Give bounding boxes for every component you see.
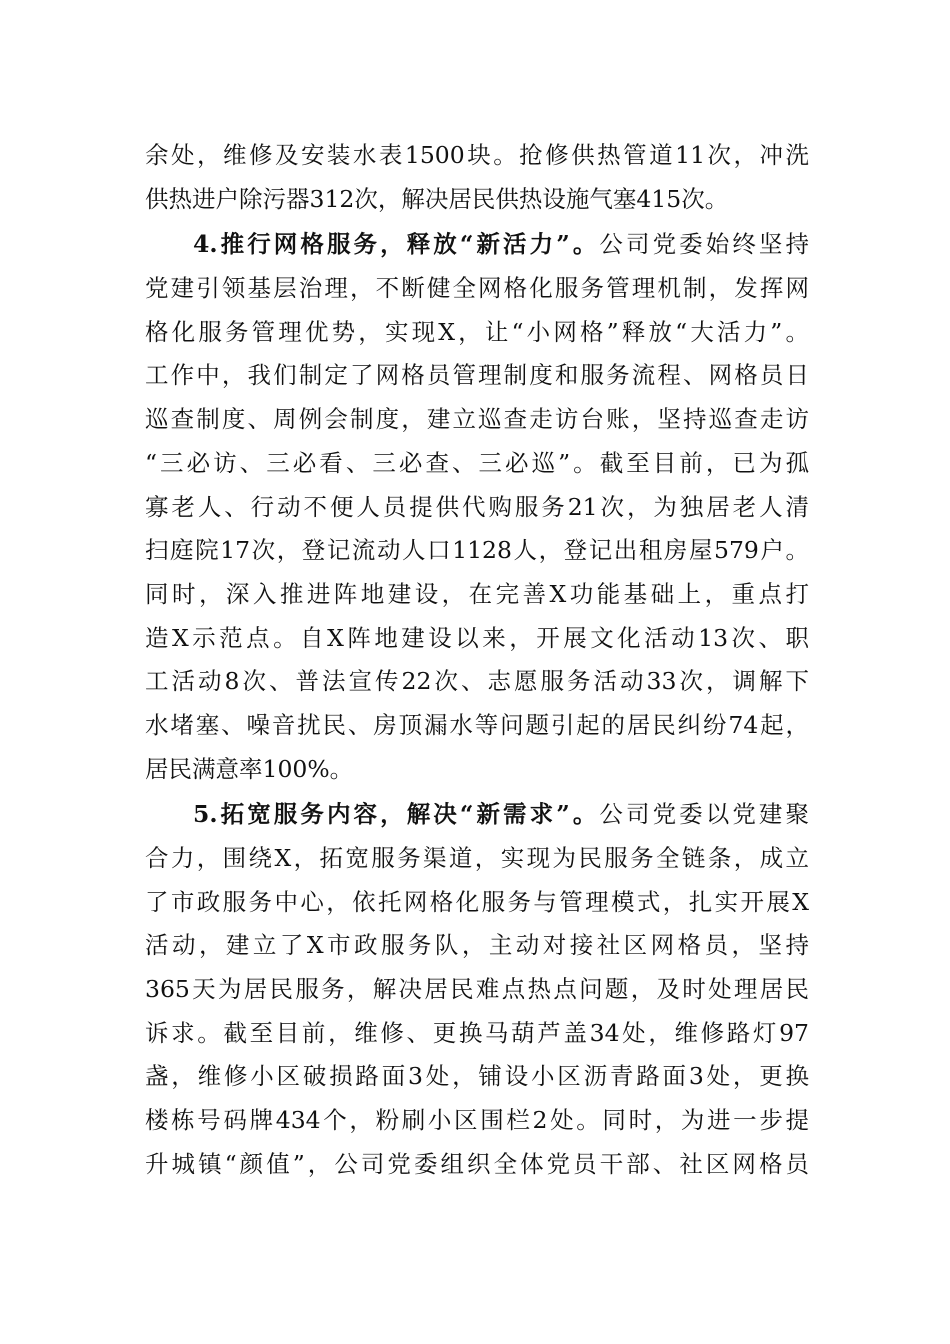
text-line: 升城镇“颜值”，公司党委组织全体党员干部、社区网格员 [145, 1149, 809, 1178]
text-line: 党建引领基层治理，不断健全网格化服务管理机制，发挥网 [145, 274, 809, 303]
paragraph-continuation [145, 134, 809, 221]
text-line: 寡老人、行动不便人员提供代购服务21次，为独居老人清 [145, 492, 809, 521]
paragraph-service-content [145, 793, 809, 1186]
text-line: 余处，维修及安装水表1500块。抢修供热管道11次，冲洗 [145, 141, 809, 169]
text-line: 工活动8次、普法宣传22次、志愿服务活动33次，调解下 [145, 667, 809, 696]
text-line: 盏，维修小区破损路面3处，铺设小区沥青路面3处，更换 [145, 1062, 809, 1091]
text-line: 工作中，我们制定了网格员管理制度和服务流程、网格员日 [145, 361, 809, 390]
text-run: 公司党委以党建聚 [599, 800, 809, 829]
text-line: 造X示范点。自X阵地建设以来，开展文化活动13次、职 [145, 623, 809, 652]
text-line: 诉求。截至目前，维修、更换马葫芦盖34处，维修路灯97 [145, 1018, 809, 1047]
text-line: 巡查制度、周例会制度，建立巡查走访台账，坚持巡查走访 [145, 405, 809, 434]
text-line: 楼栋号码牌434个，粉刷小区围栏2处。同时，为进一步提 [145, 1106, 809, 1135]
text-line: 格化服务管理优势，实现X，让“小网格”释放“大活力”。 [145, 317, 809, 346]
text-line: “三必访、三必看、三必查、三必巡”。截至目前，已为孤 [145, 448, 809, 477]
text-line [145, 793, 809, 837]
text-line: 合力，围绕X，拓宽服务渠道，实现为民服务全链条，成立 [145, 844, 809, 872]
section-heading: 4.推行网格服务，释放“新活力”。 [193, 230, 600, 259]
text-line: 供热进户除污器312次，解决居民供热设施气塞415次。 [145, 184, 729, 213]
text-line: 扫庭院17次，登记流动人口1128人，登记出租房屋579户。 [145, 536, 809, 565]
text-line: 居民满意率100%。 [145, 754, 354, 783]
section-heading: 5.拓宽服务内容，解决“新需求”。 [193, 800, 600, 829]
text-line: 了市政服务中心，依托网格化服务与管理模式，扎实开展X [145, 887, 809, 916]
text-run: 公司党委始终坚持 [599, 230, 809, 259]
text-line: 水堵塞、噪音扰民、房顶漏水等问题引起的居民纠纷74起， [145, 710, 809, 739]
text-line [145, 223, 809, 267]
text-line: 365天为居民服务，解决居民难点热点问题，及时处理居民 [145, 975, 809, 1004]
document-page [145, 134, 809, 1187]
text-line: 活动，建立了X市政服务队，主动对接社区网格员，坚持 [145, 931, 809, 960]
text-line: 同时，深入推进阵地建设，在完善X功能基础上，重点打 [145, 579, 809, 608]
paragraph-grid-service [145, 223, 809, 791]
